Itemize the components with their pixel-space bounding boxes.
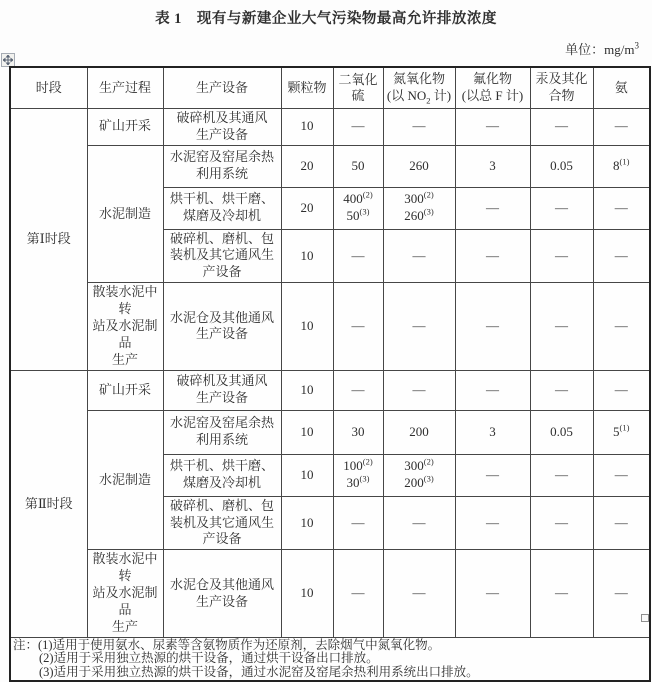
value-cell: 10 [281, 496, 333, 550]
table-row-11 [10, 637, 650, 681]
value-cell: — [593, 454, 650, 496]
header-cell-2: 生产过程 [87, 67, 163, 108]
process-cell: 散装水泥中转 站及水泥制品 生产 [87, 550, 163, 637]
process-cell: 水泥制造 [87, 145, 163, 283]
equipment-cell: 水泥仓及其他通风 生产设备 [163, 550, 281, 637]
equipment-cell: 破碎机、磨机、包 装机及其它通风生 产设备 [163, 229, 281, 283]
table-row-10 [10, 550, 650, 637]
value-cell: 0.05 [530, 410, 593, 454]
period-2-cell: 第Ⅱ时段 [10, 370, 87, 637]
value-cell: — [455, 550, 530, 637]
value-cell: — [455, 187, 530, 229]
unit-prefix: 单位： [565, 42, 605, 57]
value-cell: 10 [281, 229, 333, 283]
value-cell: — [383, 550, 455, 637]
note-line-3: (3)适用于采用独立热源的烘干设备，通过水泥窑及窑尾余热利用系统出口排放。 [39, 664, 479, 679]
value-cell: — [455, 370, 530, 410]
value-cell: — [455, 454, 530, 496]
value-cell: 0.05 [530, 145, 593, 187]
table-resize-handle[interactable] [641, 614, 649, 622]
header-cell-3: 生产设备 [163, 67, 281, 108]
value-cell: — [530, 454, 593, 496]
value-cell: 50 [333, 145, 383, 187]
value-cell: — [455, 283, 530, 370]
process-cell: 散装水泥中转 站及水泥制品 生产 [87, 283, 163, 370]
unit-exponent: 3 [634, 40, 639, 51]
value-cell: 260 [383, 145, 455, 187]
emission-standards-table [9, 66, 651, 682]
equipment-cell: 破碎机及其通风 生产设备 [163, 370, 281, 410]
page-title: 表 1 现有与新建企业大气污染物最高允许排放浓度 [155, 11, 497, 27]
value-cell: — [593, 283, 650, 370]
equipment-cell: 破碎机、磨机、包 装机及其它通风生 产设备 [163, 496, 281, 550]
equipment-cell: 水泥仓及其他通风 生产设备 [163, 283, 281, 370]
value-cell: 20 [281, 145, 333, 187]
value-cell: — [593, 550, 650, 637]
value-cell: — [383, 283, 455, 370]
header-cell-4: 颗粒物 [281, 67, 333, 108]
value-cell: — [383, 229, 455, 283]
period-1-cell: 第Ⅰ时段 [10, 108, 87, 370]
equipment-cell: 水泥窑及窑尾余热 利用系统 [163, 410, 281, 454]
header-cell-7: 氟化物 (以总 F 计) [455, 67, 530, 108]
table-row-1 [10, 108, 650, 145]
value-cell: — [333, 229, 383, 283]
value-cell: 300$^{(2)}$ 200$^{(3)}$ [383, 454, 455, 496]
value-cell: — [530, 496, 593, 550]
header-row [10, 67, 650, 108]
value-cell: 3 [455, 145, 530, 187]
value-cell: — [455, 108, 530, 145]
value-cell: — [383, 496, 455, 550]
process-cell: 水泥制造 [87, 410, 163, 550]
header-cell-5: 二氧化硫 [333, 67, 383, 108]
value-cell: 20 [281, 187, 333, 229]
value-cell: — [530, 108, 593, 145]
value-cell: 3 [455, 410, 530, 454]
value-cell: 400$^{(2)}$ 50$^{(3)}$ [333, 187, 383, 229]
value-cell: — [530, 187, 593, 229]
table-row-7 [10, 410, 650, 454]
value-cell: — [455, 496, 530, 550]
value-cell: — [333, 370, 383, 410]
value-cell: — [530, 283, 593, 370]
value-cell: — [530, 229, 593, 283]
header-cell-1: 时段 [10, 67, 87, 108]
equipment-cell: 水泥窑及窑尾余热 利用系统 [163, 145, 281, 187]
value-cell: — [383, 370, 455, 410]
note-line-2: (2)适用于采用独立热源的烘干设备，通过烘干设备出口排放。 [39, 651, 379, 666]
table-body [10, 108, 650, 681]
value-cell: — [383, 108, 455, 145]
equipment-cell: 烘干机、烘干磨、 煤磨及冷却机 [163, 187, 281, 229]
value-cell: — [333, 550, 383, 637]
value-cell: — [593, 370, 650, 410]
process-cell: 矿山开采 [87, 108, 163, 145]
unit-value: mg/m [604, 42, 635, 57]
value-cell: — [593, 496, 650, 550]
value-cell: 10 [281, 283, 333, 370]
value-cell: 5$^{(1)}$ [593, 410, 650, 454]
value-cell: — [593, 229, 650, 283]
note-line-1: 注：(1)适用于使用氨水、尿素等含氨物质作为还原剂，去除烟气中氮氧化物。 [13, 637, 441, 652]
value-cell: — [593, 187, 650, 229]
value-cell: 200 [383, 410, 455, 454]
header-cell-8: 汞及其化 合物 [530, 67, 593, 108]
process-cell: 矿山开采 [87, 370, 163, 410]
value-cell: — [530, 550, 593, 637]
value-cell: — [530, 370, 593, 410]
value-cell: — [333, 496, 383, 550]
value-cell: 30 [333, 410, 383, 454]
value-cell: 10 [281, 410, 333, 454]
table-row-5 [10, 283, 650, 370]
value-cell: 10 [281, 370, 333, 410]
header-cell-6: 氮氧化物 (以 $NO_2$ 计) [383, 67, 455, 108]
value-cell: — [455, 229, 530, 283]
table-row-6 [10, 370, 650, 410]
value-cell: — [593, 108, 650, 145]
header-cell-9: 氨 [593, 67, 650, 108]
value-cell: 100$^{(2)}$ 30$^{(3)}$ [333, 454, 383, 496]
value-cell: — [333, 108, 383, 145]
value-cell: 10 [281, 454, 333, 496]
value-cell: 10 [281, 108, 333, 145]
notes-cell [10, 637, 650, 681]
table-move-handle[interactable] [1, 53, 15, 67]
move-arrows-icon [3, 55, 13, 65]
unit-label [565, 39, 639, 58]
value-cell: — [333, 283, 383, 370]
table-row-2 [10, 145, 650, 187]
value-cell: 300$^{(2)}$ 260$^{(3)}$ [383, 187, 455, 229]
equipment-cell: 破碎机及其通风 生产设备 [163, 108, 281, 145]
value-cell: 8$^{(1)}$ [593, 145, 650, 187]
value-cell: 10 [281, 550, 333, 637]
equipment-cell: 烘干机、烘干磨、 煤磨及冷却机 [163, 454, 281, 496]
